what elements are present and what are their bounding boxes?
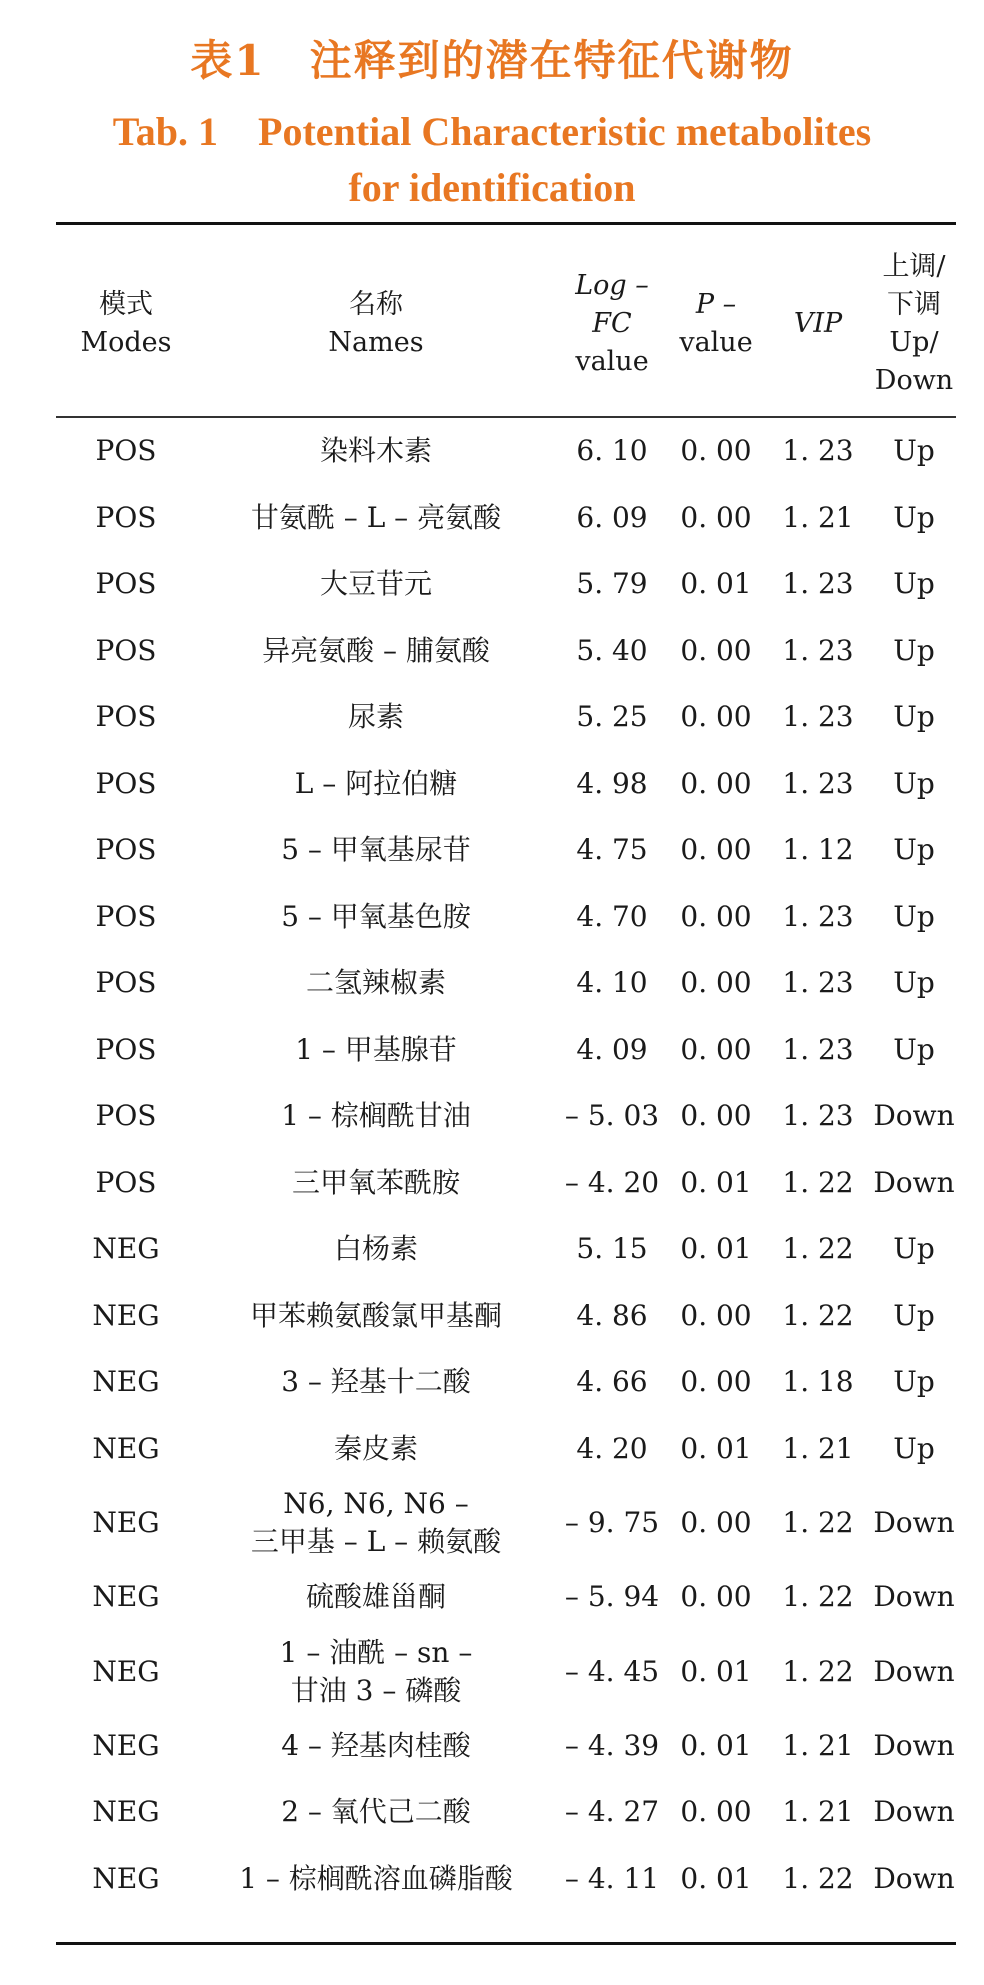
- cell-name-line: 二氢辣椒素: [305, 966, 446, 1000]
- table-row: [56, 684, 956, 751]
- cell-pvalue: 0. 01: [680, 1232, 752, 1266]
- cell-mode: NEG: [92, 1232, 160, 1266]
- table-row: [56, 1846, 956, 1913]
- cell-updown: Up: [893, 700, 935, 734]
- table-row: [56, 1083, 956, 1150]
- cell-name: [196, 1416, 556, 1483]
- cell-name-line: N6, N6, N6 –: [283, 1487, 469, 1520]
- cell-logfc: – 4. 27: [564, 1795, 660, 1829]
- cell-pvalue: 0. 01: [680, 1431, 752, 1465]
- table-row: [56, 418, 956, 485]
- table-row: [56, 817, 956, 884]
- title-chinese: 表1 注释到的潜在特征代谢物: [190, 36, 794, 85]
- cell-logfc: 5. 40: [576, 633, 648, 667]
- cell-name: [196, 1631, 556, 1713]
- header-pvalue-line1: P –: [695, 289, 737, 320]
- table-row: [56, 551, 956, 618]
- cell-name-line: 甘油 3 – 磷酸: [290, 1673, 462, 1707]
- cell-logfc: 5. 25: [576, 700, 648, 734]
- table-row: [56, 1216, 956, 1283]
- cell-vip: 1. 23: [782, 899, 854, 933]
- cell-name: [196, 1017, 556, 1084]
- cell-name-line: 1 – 甲基腺苷: [295, 1032, 457, 1066]
- table-row: [56, 1564, 956, 1631]
- cell-updown: Down: [873, 1099, 955, 1133]
- header-updown-line4: Down: [874, 365, 954, 396]
- cell-pvalue: 0. 01: [680, 1728, 752, 1762]
- cell-updown: Up: [893, 833, 935, 867]
- cell-updown: Down: [873, 1654, 955, 1688]
- cell-pvalue: 0. 00: [680, 633, 752, 667]
- cell-name-line: 2 – 氧代己二酸: [281, 1795, 471, 1829]
- table-row: [56, 1482, 956, 1564]
- table-body: [56, 418, 956, 1912]
- cell-mode: POS: [95, 1165, 157, 1199]
- cell-logfc: – 9. 75: [564, 1506, 660, 1539]
- table-row: [56, 1150, 956, 1217]
- cell-vip: 1. 21: [782, 1431, 854, 1465]
- cell-updown: Down: [873, 1580, 955, 1614]
- cell-pvalue: 0. 00: [680, 1099, 752, 1133]
- cell-pvalue: 0. 01: [680, 567, 752, 601]
- cell-vip: 1. 22: [782, 1165, 854, 1199]
- cell-vip: 1. 21: [782, 1728, 854, 1762]
- cell-mode: NEG: [92, 1795, 160, 1829]
- cell-pvalue: 0. 00: [680, 1506, 752, 1539]
- cell-vip: 1. 22: [782, 1654, 854, 1688]
- cell-updown: Up: [893, 1032, 935, 1066]
- cell-vip: 1. 12: [782, 833, 854, 867]
- cell-logfc: 5. 15: [576, 1232, 648, 1266]
- cell-updown: Up: [893, 1431, 935, 1465]
- cell-vip: 1. 21: [782, 1795, 854, 1829]
- cell-vip: 1. 22: [782, 1232, 854, 1266]
- cell-mode: POS: [95, 633, 157, 667]
- cell-name: [196, 551, 556, 618]
- cell-logfc: 6. 10: [576, 434, 648, 468]
- cell-logfc: – 5. 94: [564, 1580, 660, 1614]
- cell-name: [196, 418, 556, 485]
- cell-mode: POS: [95, 434, 157, 468]
- cell-updown: Down: [873, 1165, 955, 1199]
- cell-pvalue: 0. 00: [680, 1032, 752, 1066]
- cell-logfc: 4. 10: [576, 966, 648, 1000]
- table-row: [56, 1713, 956, 1780]
- table-row: [56, 1779, 956, 1846]
- header-logfc-line3: value: [575, 346, 649, 377]
- header-logfc-line1: Log –: [575, 270, 649, 301]
- cell-name: [196, 1482, 556, 1564]
- header-pvalue-line2: value: [679, 327, 753, 358]
- cell-vip: 1. 23: [782, 1032, 854, 1066]
- cell-updown: Up: [893, 1365, 935, 1399]
- table-row: [56, 751, 956, 818]
- table-row: [56, 950, 956, 1017]
- cell-mode: NEG: [92, 1728, 160, 1762]
- cell-name: [196, 1150, 556, 1217]
- cell-logfc: 4. 98: [576, 766, 648, 800]
- cell-pvalue: 0. 01: [680, 1654, 752, 1688]
- cell-pvalue: 0. 00: [680, 766, 752, 800]
- table-row: [56, 1416, 956, 1483]
- cell-updown: Up: [893, 766, 935, 800]
- cell-mode: NEG: [92, 1654, 160, 1688]
- cell-logfc: 4. 66: [576, 1365, 648, 1399]
- cell-pvalue: 0. 00: [680, 1298, 752, 1332]
- header-vip-label: VIP: [793, 308, 843, 339]
- cell-vip: 1. 23: [782, 700, 854, 734]
- cell-vip: 1. 23: [782, 966, 854, 1000]
- top-rule: [56, 222, 956, 225]
- cell-pvalue: 0. 00: [680, 700, 752, 734]
- cell-vip: 1. 21: [782, 500, 854, 534]
- header-name-en: Names: [328, 327, 424, 358]
- cell-mode: NEG: [92, 1506, 160, 1539]
- cell-name-line: 5 – 甲氧基色胺: [281, 899, 471, 933]
- cell-name-line: 尿素: [347, 700, 404, 734]
- header-updown-line3: Up/: [889, 327, 939, 358]
- cell-pvalue: 0. 00: [680, 1795, 752, 1829]
- cell-logfc: 4. 75: [576, 833, 648, 867]
- cell-updown: Down: [873, 1795, 955, 1829]
- cell-pvalue: 0. 00: [680, 1580, 752, 1614]
- cell-pvalue: 0. 01: [680, 1861, 752, 1895]
- cell-vip: 1. 22: [782, 1298, 854, 1332]
- cell-name: [196, 884, 556, 951]
- cell-pvalue: 0. 00: [680, 899, 752, 933]
- cell-name-line: 1 – 棕榈酰溶血磷脂酸: [239, 1861, 513, 1895]
- cell-name-line: 硫酸雄甾酮: [305, 1580, 446, 1614]
- cell-logfc: – 5. 03: [564, 1099, 660, 1133]
- header-vip: [764, 240, 872, 408]
- cell-logfc: 6. 09: [576, 500, 648, 534]
- cell-mode: POS: [95, 500, 157, 534]
- table-row: [56, 1017, 956, 1084]
- cell-vip: 1. 23: [782, 567, 854, 601]
- cell-name-line: 秦皮素: [333, 1431, 418, 1465]
- cell-name: [196, 1564, 556, 1631]
- cell-name-line: 甲苯赖氨酸氯甲基酮: [249, 1298, 502, 1332]
- header-logfc: [556, 240, 668, 408]
- cell-mode: POS: [95, 1099, 157, 1133]
- cell-logfc: – 4. 20: [564, 1165, 660, 1199]
- header-updown: [872, 240, 956, 408]
- cell-mode: POS: [95, 899, 157, 933]
- cell-updown: Up: [893, 633, 935, 667]
- cell-name: [196, 817, 556, 884]
- cell-vip: 1. 22: [782, 1506, 854, 1539]
- table-row: [56, 1631, 956, 1713]
- cell-name-line: 4 – 羟基肉桂酸: [281, 1728, 471, 1762]
- cell-name-line: 1 – 油酰 – sn –: [279, 1635, 473, 1669]
- cell-logfc: 5. 79: [576, 567, 648, 601]
- cell-vip: 1. 23: [782, 766, 854, 800]
- cell-updown: Up: [893, 434, 935, 468]
- cell-name: [196, 950, 556, 1017]
- cell-logfc: – 4. 39: [564, 1728, 660, 1762]
- cell-mode: NEG: [92, 1861, 160, 1895]
- header-mode-en: Modes: [80, 327, 172, 358]
- cell-name-line: 甘氨酰 – L – 亮氨酸: [250, 500, 502, 534]
- header-updown-line1: 上调/: [882, 251, 946, 282]
- cell-pvalue: 0. 00: [680, 434, 752, 468]
- header-name-cn: 名称: [348, 289, 403, 320]
- cell-mode: POS: [95, 766, 157, 800]
- cell-name-line: L – 阿拉伯糖: [294, 766, 458, 800]
- cell-name: [196, 684, 556, 751]
- cell-name-line: 3 – 羟基十二酸: [281, 1365, 471, 1399]
- cell-updown: Up: [893, 899, 935, 933]
- cell-name: [196, 751, 556, 818]
- cell-mode: POS: [95, 700, 157, 734]
- cell-name: [196, 1083, 556, 1150]
- header-logfc-line2: FC: [592, 308, 632, 339]
- cell-name-line: 5 – 甲氧基尿苷: [281, 833, 471, 867]
- table-row: [56, 884, 956, 951]
- cell-name: [196, 1283, 556, 1350]
- cell-name: [196, 1779, 556, 1846]
- header-pvalue: [668, 240, 764, 408]
- cell-name: [196, 618, 556, 685]
- cell-updown: Up: [893, 1298, 935, 1332]
- cell-updown: Down: [873, 1506, 955, 1539]
- table-row: [56, 1349, 956, 1416]
- cell-name: [196, 1713, 556, 1780]
- cell-mode: NEG: [92, 1580, 160, 1614]
- cell-name: [196, 1349, 556, 1416]
- cell-name-line: 三甲氧苯酰胺: [291, 1165, 460, 1199]
- cell-name-line: 三甲基 – L – 赖氨酸: [250, 1525, 502, 1558]
- cell-name-line: 1 – 棕榈酰甘油: [281, 1099, 471, 1133]
- cell-updown: Up: [893, 966, 935, 1000]
- cell-name-line: 染料木素: [319, 434, 432, 468]
- header-mode-cn: 模式: [99, 289, 153, 320]
- cell-pvalue: 0. 00: [680, 833, 752, 867]
- cell-logfc: – 4. 45: [564, 1654, 660, 1688]
- cell-mode: POS: [95, 833, 157, 867]
- cell-updown: Up: [893, 500, 935, 534]
- header-mode: [56, 240, 196, 408]
- cell-logfc: 4. 70: [576, 899, 648, 933]
- cell-mode: NEG: [92, 1298, 160, 1332]
- cell-vip: 1. 23: [782, 633, 854, 667]
- cell-name-line: 异亮氨酸 – 脯氨酸: [262, 633, 490, 667]
- title-english-line2: for identification: [348, 165, 636, 210]
- header-updown-line2: 下调: [887, 289, 941, 320]
- table-row: [56, 1283, 956, 1350]
- cell-name-line: 大豆苷元: [319, 567, 432, 601]
- cell-mode: POS: [95, 567, 157, 601]
- cell-pvalue: 0. 00: [680, 500, 752, 534]
- cell-mode: NEG: [92, 1365, 160, 1399]
- cell-name: [196, 1846, 556, 1913]
- table-row: [56, 618, 956, 685]
- cell-pvalue: 0. 01: [680, 1165, 752, 1199]
- cell-updown: Up: [893, 1232, 935, 1266]
- cell-updown: Down: [873, 1728, 955, 1762]
- cell-logfc: – 4. 11: [564, 1861, 660, 1895]
- cell-mode: POS: [95, 1032, 157, 1066]
- cell-pvalue: 0. 00: [680, 966, 752, 1000]
- cell-updown: Down: [873, 1861, 955, 1895]
- table-row: [56, 485, 956, 552]
- title-english-line1: Tab. 1 Potential Characteristic metabolites: [112, 109, 872, 154]
- table-header: [56, 240, 956, 408]
- header-name: [196, 240, 556, 408]
- cell-vip: 1. 22: [782, 1861, 854, 1895]
- cell-logfc: 4. 09: [576, 1032, 648, 1066]
- cell-pvalue: 0. 00: [680, 1365, 752, 1399]
- cell-name: [196, 485, 556, 552]
- cell-logfc: 4. 20: [576, 1431, 648, 1465]
- cell-vip: 1. 22: [782, 1580, 854, 1614]
- cell-vip: 1. 23: [782, 434, 854, 468]
- cell-logfc: 4. 86: [576, 1298, 648, 1332]
- bottom-rule: [56, 1942, 956, 1945]
- cell-mode: POS: [95, 966, 157, 1000]
- cell-name: [196, 1216, 556, 1283]
- cell-vip: 1. 23: [782, 1099, 854, 1133]
- cell-vip: 1. 18: [782, 1365, 854, 1399]
- cell-updown: Up: [893, 567, 935, 601]
- cell-name-line: 白杨素: [333, 1232, 418, 1266]
- cell-mode: NEG: [92, 1431, 160, 1465]
